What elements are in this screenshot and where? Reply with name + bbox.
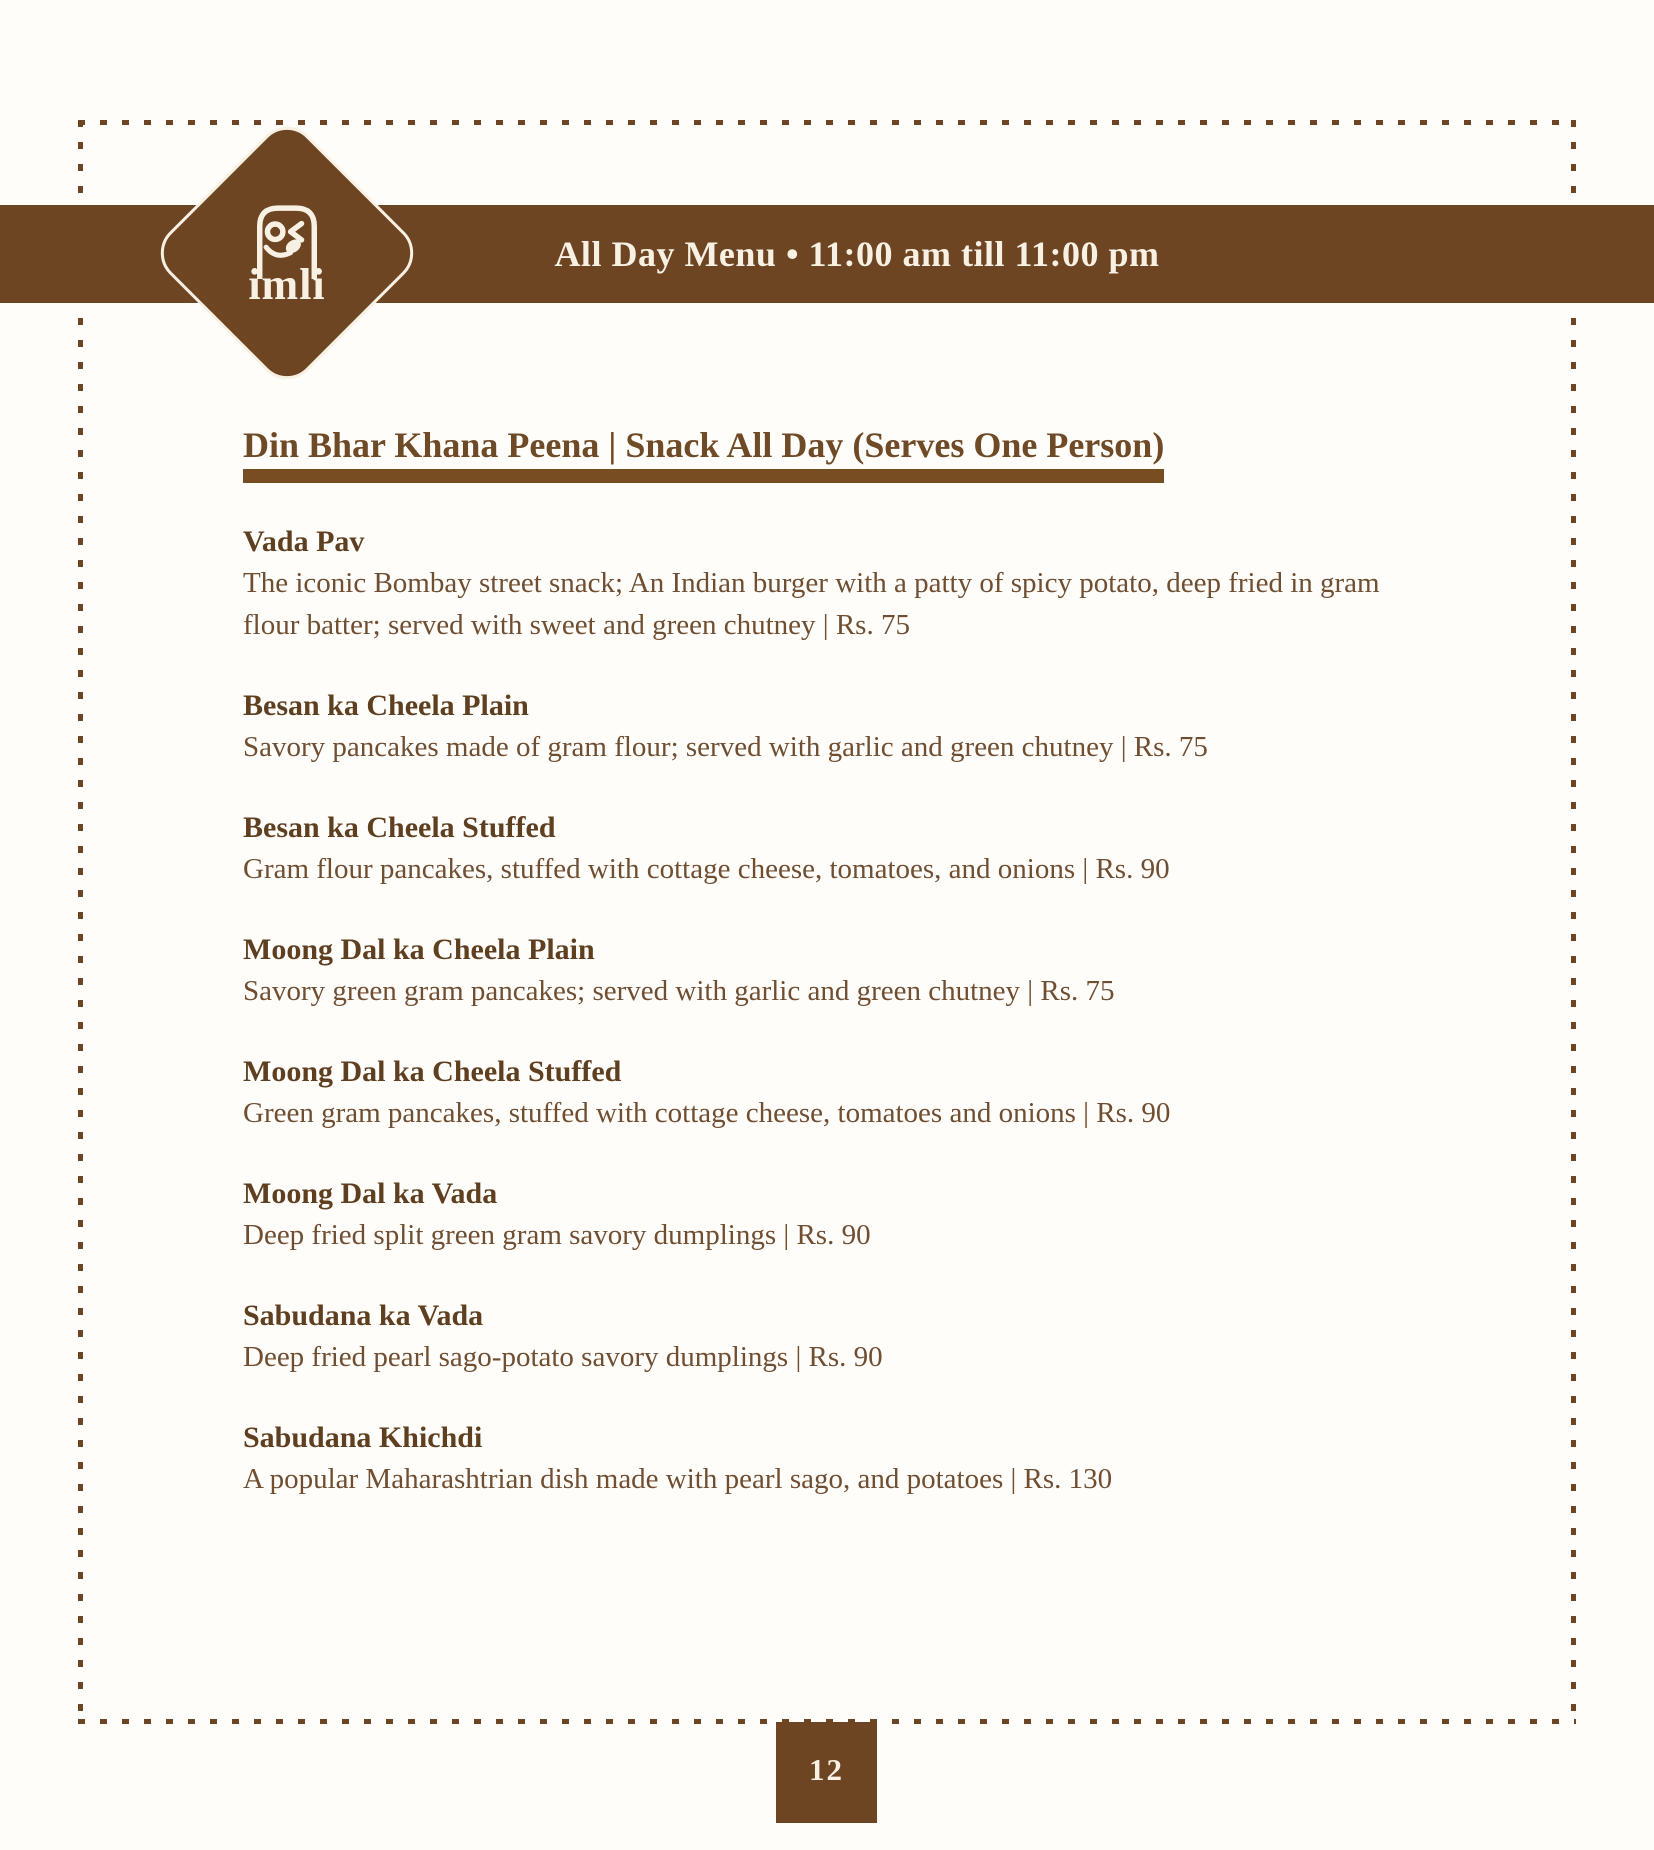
logo-wordmark: imli — [248, 260, 326, 309]
item-description: A popular Maharashtrian dish made with pearl sago, and potatoes | Rs. 130 — [243, 1463, 1113, 1495]
dotted-border-top — [78, 120, 1576, 125]
menu-item — [243, 1174, 1393, 1256]
item-description: Savory pancakes made of gram flour; served with garlic and green chutney | Rs. 75 — [243, 731, 1208, 763]
menu-item — [243, 930, 1393, 1012]
item-name: Moong Dal ka Vada — [243, 1177, 498, 1210]
item-description: The iconic Bombay street snack; An Indian burger with a patty of spicy potato, deep fried in gram flour batter; served with sweet and green chutney | Rs. 75 — [243, 567, 1380, 641]
dotted-border-left — [78, 120, 83, 1724]
page-number-box — [776, 1722, 877, 1823]
menu-item — [243, 1296, 1393, 1378]
item-name: Besan ka Cheela Stuffed — [243, 811, 556, 844]
restaurant-logo — [148, 114, 425, 391]
item-name: Moong Dal ka Cheela Plain — [243, 933, 595, 966]
item-name: Sabudana ka Vada — [243, 1299, 484, 1332]
item-description: Deep fried split green gram savory dumplings | Rs. 90 — [243, 1219, 871, 1251]
menu-item-list — [243, 522, 1393, 1540]
banner-title: All Day Menu • 11:00 am till 11:00 pm — [554, 234, 1160, 274]
item-name: Besan ka Cheela Plain — [243, 689, 529, 722]
menu-item — [243, 686, 1393, 768]
item-name: Sabudana Khichdi — [243, 1421, 483, 1454]
menu-item — [243, 522, 1393, 646]
section-title: Din Bhar Khana Peena | Snack All Day (Serves One Person) — [243, 424, 1164, 483]
item-description: Gram flour pancakes, stuffed with cottage cheese, tomatoes, and onions | Rs. 90 — [243, 853, 1170, 885]
item-description: Deep fried pearl sago-potato savory dumplings | Rs. 90 — [243, 1341, 883, 1373]
menu-item — [243, 808, 1393, 890]
dotted-border-right — [1571, 120, 1576, 1724]
item-description: Savory green gram pancakes; served with garlic and green chutney | Rs. 75 — [243, 975, 1115, 1007]
menu-item — [243, 1418, 1393, 1500]
menu-item — [243, 1052, 1393, 1134]
item-description: Green gram pancakes, stuffed with cottage cheese, tomatoes and onions | Rs. 90 — [243, 1097, 1171, 1129]
page-number: 12 — [809, 1752, 844, 1787]
item-name: Moong Dal ka Cheela Stuffed — [243, 1055, 622, 1088]
item-name: Vada Pav — [243, 525, 365, 558]
